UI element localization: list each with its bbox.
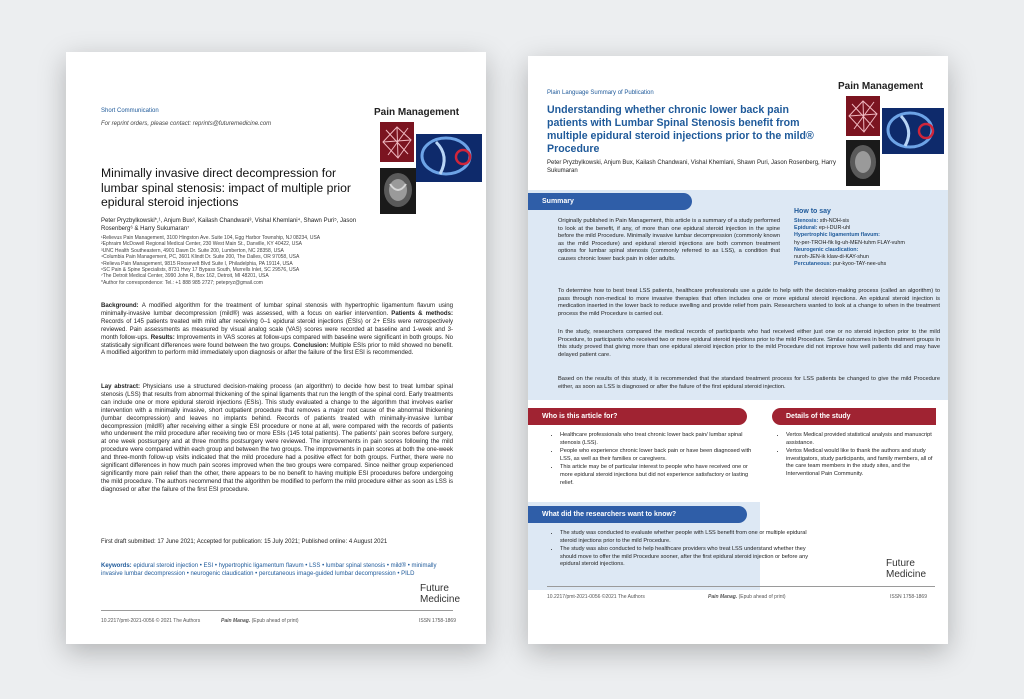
conclusion-text: Multiple ESIs prior to mild showed no benefit. A modified algorithm to perform mild immediately upon diagnosis or after the failure of the first ESI is recommended. xyxy=(101,341,453,357)
affiliation: ⁴Columbia Pain Management, PC, 3601 Klindt Dr. Suite 200, The Dalles, OR 97058, USA xyxy=(101,254,300,261)
footer-journal: Pain Manag. (Epub ahead of print) xyxy=(221,618,299,624)
lay-abstract-text: Physicians use a structured decision-making process (an algorithm) to decide how best to treat lumbar spinal stenosis (LSS) that results from abnormal thickening of the spinal ligaments that run the length of the spinal cord. Early treatments can include one or more epidural steroid injections (ESIs). This study evaluated a change to the algorithm that involves earlier intervention with a minimally invasive, short outpatient procedure that removes a major root cause of the abnormal thickening (lumbar decompression) and leaves no implants behind. Records of patients treated with minimally-invasive lumbar decompression (mild®) after receiving either a single ESI procedure or none at all, were compared with the records of patients who underwent the mild procedure after receiving two or more ESIs (145 total patients). The patients' pain scores before surgery, at one week postsurgery and at three months postsurgery were reviewed. The improvements in pain scores following the mild procedure were compared within each group and between the two groups. The improvements in pain scores at both the one-week and three-month follow-up visits indicated that the mild procedure had a positive effect for both groups. Further, there were no significant differences in how much pain scores improved when the two groups were compared. Since neither group experienced significantly more pain relief than the other, there appears to be no benefit to having multiple ESI procedures before undergoing the mild procedure. The authors recommend that the algorithm be modified to perform the mild procedure either as soon as LSS is diagnosed or after the failure of the first ESI procedure. xyxy=(101,383,453,493)
future-medicine-logo: Future Medicine xyxy=(886,558,927,580)
affiliation: ¹Relievus Pain Management, 3100 Hingston Ave. Suite 104, Egg Harbor Township, NJ 08234, USA xyxy=(101,235,321,241)
pls-title: Understanding whether chronic lower back pain patients with Lumbar Spinal Stenosis benefit from multiple epidural steroid injections prior to the mild® Procedure xyxy=(547,104,814,155)
who-header: Who is this article for? xyxy=(528,408,747,425)
footer-doi: 10.2217/pmt-2021-0056 ©2021 The Authors xyxy=(547,594,645,600)
lay-abstract xyxy=(101,383,453,494)
details-header: Details of the study xyxy=(772,408,936,425)
submission-dates: First draft submitted: 17 June 2021; Accepted for publication: 15 July 2021; Published online: 4 August 2021 xyxy=(101,539,388,545)
affiliation: ⁵Relieva Pain Management, 9815 Roosevelt Blvd Suite I, Philadelphia, PA 19114, USA xyxy=(101,260,293,267)
future-medicine-logo: Future Medicine xyxy=(420,583,461,605)
journal-title: Pain Management xyxy=(838,81,924,92)
summary-header: Summary xyxy=(528,193,692,210)
footer-journal: Pain Manag. (Epub ahead of print) xyxy=(708,594,786,600)
methods-text: Records of 145 patients treated with mild after receiving 0–1 epidural steroid injections (ESIs) or 2+ ESIs were retrospectively reviewed. Pain assessments as measured by visual analog scale (VAS) scores were recorded at baseline and 1-week and 3-month follow-ups. xyxy=(101,317,453,341)
journal-cover-graphic xyxy=(846,96,946,186)
pronunciation-item: Neurogenic claudication: nuroh-JEN-ik klaw-di-KAY-shun xyxy=(794,246,869,261)
affiliation: ²Ephraim McDowell Regional Medical Center, 230 West Main St., Danville, KY 40422, USA xyxy=(101,241,303,248)
results-text: Improvements in VAS scores at follow-ups compared with baseline were significant in both groups. No statistically significant differences were found between the two groups. xyxy=(101,333,453,349)
who-item: • People who experience chronic lower back pain or have been diagnosed with LSS, as well as their families or caregivers. xyxy=(560,448,760,463)
background-label: Background: xyxy=(101,302,139,309)
how-to-say-heading: How to say xyxy=(794,208,831,215)
journal-title: Pain Management xyxy=(374,107,460,118)
section-label: Short Communication xyxy=(101,108,159,114)
reprint-notice: For reprint orders, please contact: reprints@futuremedicine.com xyxy=(101,121,272,127)
keywords-label: Keywords: xyxy=(101,563,132,569)
footer-issn: ISSN 1758-1869 xyxy=(890,594,927,600)
pls-section-label: Plain Language Summary of Publication xyxy=(547,90,654,96)
want-item: • The study was also conducted to help healthcare providers who treat LSS understand whether they should move to offer the mild Procedure sooner, after the first epidural steroid injection or before any epidural steroid injections. xyxy=(560,546,818,569)
pronunciation-item: Stenosis: sth-NOH-sis xyxy=(794,218,850,224)
summary-paragraph-3: In the study, researchers compared the medical records of participants who had received either just one or no steroid injection prior to the mild Procedure, to participants who received two or more epidural steroid injections prior to the mild Procedure. Similar outcomes in both treatment groups in this study proved that giving more than one epidural steroid injection prior to the mild Procedure did not improve how well patients did and may have delayed patient care. xyxy=(558,329,940,358)
details-list xyxy=(776,432,941,480)
background-text: A modified algorithm for the treatment of lumbar spinal stenosis with hypertrophic ligamentum flavum using minimally-invasive lumbar decompression (mild®) was assessed, with a focus on earlier intervention. xyxy=(101,302,454,317)
who-list xyxy=(550,432,760,488)
results-label: Results: xyxy=(150,333,175,341)
summary-paragraph-2: To determine how to best treat LSS patients, healthcare professionals use a guide to help with the decision-making process (called an algorithm) to pass through non-medical to more invasive therapies that often includes one or more epidural steroid injections. An epidural steroid injection is medication inserted in the lower back to reduce swelling and provide relief from pain. Researchers wanted to look at a change to when in the treatment process the mild Procedure is carried out. xyxy=(558,288,940,317)
lay-abstract-label: Lay abstract: xyxy=(101,383,141,390)
footer-issn: ISSN 1758-1869 xyxy=(419,618,456,624)
details-item: • Vertos Medical would like to thank the authors and study investigators, study participants, and family members, all of the care team members in the study sites, and the Interventional Pain Community. xyxy=(786,448,941,478)
author-list: Peter Pryzbylkowski*,¹, Anjum Bux², Kailash Chandwani³, Vishal Khemlani⁴, Shawn Puri⁵, Jason Rosenberg⁶ & Harry Sukumaran⁷ xyxy=(101,218,357,232)
summary-intro: Originally published in Pain Management, this article is a summary of a study performed to look at the benefit, if any, of more than one epidural steroid injection in the spine before the mild Procedure. Minimally invasive lumbar decompression (commonly known as the mild Procedure) and epidural steroid injections are both common treatment options for lumbar spinal stenosis (commonly referred to as LSS), a condition that causes chronic lower back pain in older adults. xyxy=(558,218,780,262)
pronunciation-item: Epidural: ep-i-DUR-uhl xyxy=(794,225,851,232)
who-item: • This article may be of particular interest to people who have received one or more epidural steroid injections but did not experience satisfactory or lasting relief. xyxy=(560,464,760,487)
want-header: What did the researchers want to know? xyxy=(528,506,747,523)
pronunciation-item: Percutaneous: pur-kyoo-TAY-nee-uhs xyxy=(794,261,887,268)
summary-paragraph-4: Based on the results of this study, it is recommended that the standard treatment process for LSS patients be changed to give the mild Procedure either, as soon as LSS is diagnosed or after the failure of the first epidural steroid injection. xyxy=(558,376,940,390)
footer-doi: 10.2217/pmt-2021-0056 © 2021 The Authors xyxy=(101,618,201,624)
methods-label: Patients & methods: xyxy=(391,309,453,317)
affiliation: ³UNC Health Southeastern, 4901 Dawn Dr. Suite 200, Lumberton, NC 28358, USA xyxy=(101,247,284,254)
left-paper-page xyxy=(66,52,486,644)
pronunciation-item: Hypertrophic ligamentum flavum: hy-per-TROH-fik lig-uh-MEN-tuhm FLAY-vuhm xyxy=(794,232,905,246)
keywords xyxy=(101,563,451,578)
keywords-text: epidural steroid injection • ESI • hypertrophic ligamentum flavum • LSS • lumbar spinal stenosis • mild® • minimally invasive lumbar decompression • neurogenic claudication • percutaneous image-guided lumbar decompression • PILD xyxy=(101,563,437,577)
who-item: • Healthcare professionals who treat chronic lower back pain/ lumbar spinal stenosis (LSS). xyxy=(560,432,760,447)
footer-divider xyxy=(101,610,453,611)
details-item: • Vertos Medical provided statistical analysis and manuscript assistance. xyxy=(786,432,941,447)
abstract xyxy=(101,302,453,357)
want-item: • The study was conducted to evaluate whether people with LSS benefit from one or multiple epidural steroid injections prior to the mild Procedure. xyxy=(560,530,818,545)
article-title: Minimally invasive direct decompression for lumbar spinal stenosis: impact of multiple prior epidural steroid injections xyxy=(101,166,351,210)
right-summary-page xyxy=(528,56,948,644)
pronunciation-list xyxy=(794,218,938,268)
conclusion-label: Conclusion: xyxy=(293,341,329,349)
pls-author-list: Peter Pryzbylkowski, Anjum Bux, Kailash Chandwani, Vishal Khemlani, Shawn Puri, Jason Rosenberg, Harry Sukumaran xyxy=(547,160,837,174)
journal-cover-graphic xyxy=(380,122,484,214)
affiliation: ⁶SC Pain & Spine Specialists, 8731 Hwy 17 Bypass South, Murrells Inlet, SC 29576, USA xyxy=(101,267,300,274)
affiliations-block xyxy=(101,235,381,286)
footer-divider xyxy=(547,586,935,587)
how-to-say-box xyxy=(786,208,938,268)
correspondence: *Author for correspondence: Tel.: +1 888 985 2727; petepryz@gmail.com xyxy=(101,279,263,286)
want-list xyxy=(550,530,818,570)
affiliation: ⁷The Detroit Medical Center, 3990 John R, Box 162, Detroit, MI 48201, USA xyxy=(101,273,269,280)
